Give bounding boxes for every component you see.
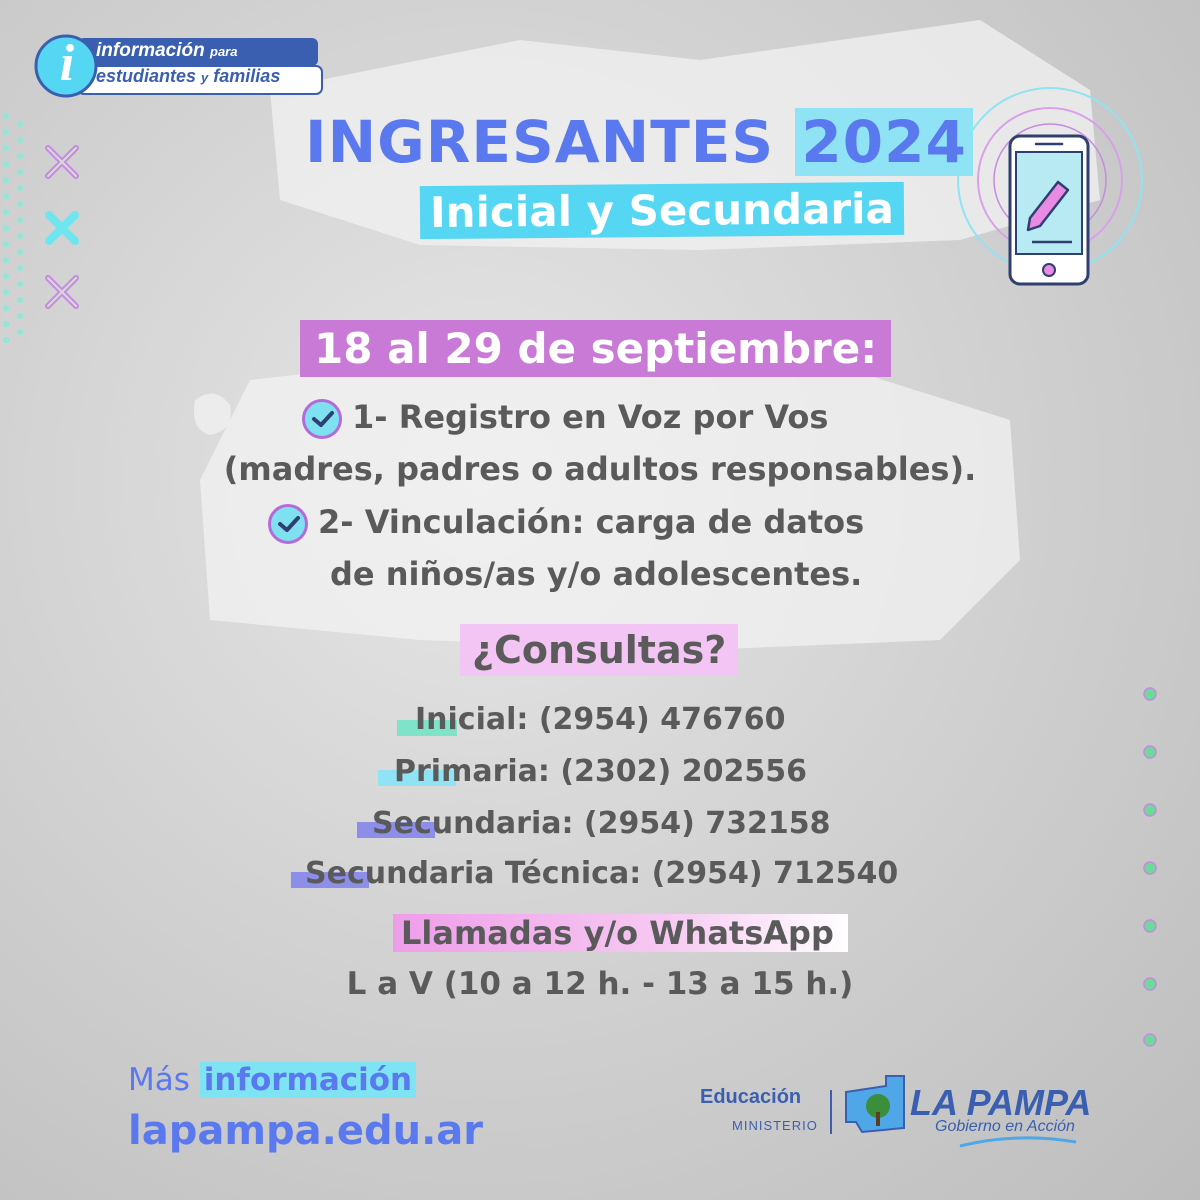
ministry-logo-text: MINISTERIO <box>732 1118 818 1133</box>
swoosh-decoration <box>958 1136 1078 1150</box>
education-logo-text: Educación <box>700 1086 802 1108</box>
more-info-label: Más información <box>128 1062 416 1098</box>
contact-primaria: Primaria: (2302) 202556 <box>394 754 807 789</box>
contact-secundaria: Secundaria: (2954) 732158 <box>372 806 831 841</box>
contact-inicial: Inicial: (2954) 476760 <box>415 702 786 737</box>
title-year: 2024 <box>795 108 972 176</box>
cross-icon <box>44 210 80 246</box>
attention-hours: L a V (10 a 12 h. - 13 a 15 h.) <box>346 966 854 1002</box>
la-pampa-map-icon <box>842 1072 910 1142</box>
info-icon: i <box>59 35 75 92</box>
check-icon <box>268 504 308 544</box>
check-icon <box>302 399 342 439</box>
government-slogan: Gobierno en Acción <box>935 1118 1075 1135</box>
province-logo-text: LA PAMPA <box>910 1082 1092 1123</box>
step-1-title: 1- Registro en Voz por Vos <box>302 398 828 439</box>
phone-edit-icon <box>950 70 1150 290</box>
cross-icon <box>44 144 80 180</box>
step-1-detail: (madres, padres o adultos responsables). <box>223 450 977 488</box>
calls-whatsapp-label: Llamadas y/o WhatsApp <box>393 914 848 952</box>
page-title: INGRESANTES 2024 <box>305 108 973 176</box>
logo-divider <box>830 1090 832 1134</box>
consultas-heading: ¿Consultas? <box>460 624 738 676</box>
step-2-title: 2- Vinculación: carga de datos <box>268 503 864 544</box>
date-range: 18 al 29 de septiembre: <box>300 320 891 377</box>
website-link[interactable]: lapampa.edu.ar <box>128 1108 483 1154</box>
badge-title: información para <box>96 40 238 61</box>
contact-secundaria-tecnica: Secundaria Técnica: (2954) 712540 <box>305 856 899 891</box>
dots-decoration <box>0 110 30 350</box>
page-subtitle: Inicial y Secundaria <box>420 182 904 239</box>
badge-subtitle: estudiantes y familias <box>96 66 281 86</box>
cross-icon <box>44 274 80 310</box>
step-2-detail: de niños/as y/o adolescentes. <box>330 555 863 593</box>
